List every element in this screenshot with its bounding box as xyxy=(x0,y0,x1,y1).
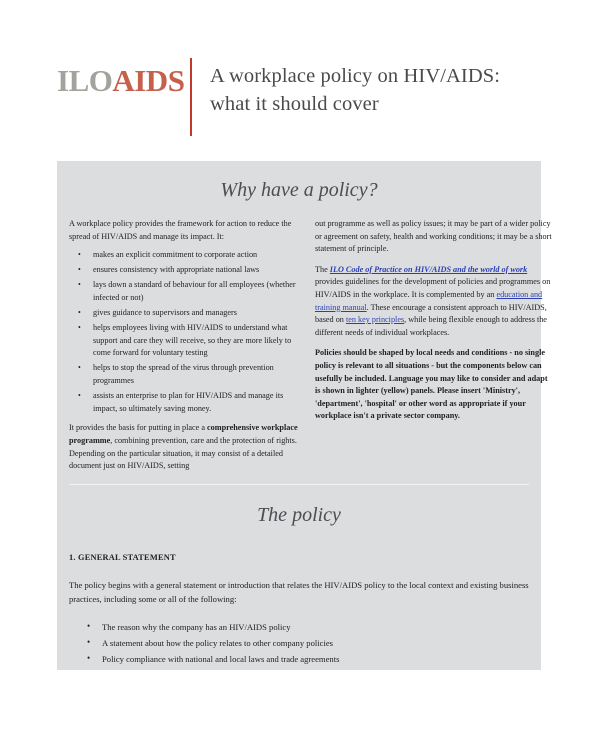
list-item: • ensures consistency with appropriate national laws xyxy=(78,264,307,277)
subheading-general-statement: 1. GENERAL STATEMENT xyxy=(69,552,176,562)
code-para-mid1: provides guidelines for the development of policies and programmes on HIV/AIDS in the workplace. It is complemented by an xyxy=(315,277,551,299)
page-title xyxy=(210,58,543,118)
left-closing-paragraph xyxy=(69,422,307,472)
iloaids-logo xyxy=(57,58,190,98)
code-para-lead: The xyxy=(315,264,330,274)
right-column xyxy=(315,218,553,481)
page-title-line2: what it should cover xyxy=(210,93,379,115)
link-education-and-training-manual[interactable]: education and training manual xyxy=(315,289,543,312)
logo-aids-text: AIDS xyxy=(112,63,185,98)
policy-intro-paragraph: The policy begins with a general statement or introduction that relates the HIV/AIDS policy to the local context and existing business practices, including some or all of the following: xyxy=(69,580,529,604)
list-item: • assists an enterprise to plan for HIV/AIDS and manage its impact, so ultimately saving money. xyxy=(78,390,307,415)
section-heading-why-have-a-policy: Why have a policy? xyxy=(220,179,378,201)
list-item: • Policy compliance with national and local laws and trade agreements xyxy=(87,653,529,666)
code-para-end: , while being flexible enough to address the different needs of individual workplaces. xyxy=(315,315,547,337)
logo-ilo-text: ILO xyxy=(57,63,113,98)
right-continuation-paragraph: out programme as well as policy issues; it may be part of a wider policy or agreement on safety, health and working conditions; it may be a short statement of principle. xyxy=(315,219,552,254)
content-panel xyxy=(57,161,552,670)
list-item: • A statement about how the policy relates to other company policies xyxy=(87,637,529,650)
link-ten-key-principles[interactable]: ten key principles xyxy=(345,315,405,325)
code-of-practice-paragraph xyxy=(315,264,553,340)
left-column xyxy=(69,218,307,481)
header-vertical-divider xyxy=(190,58,192,136)
two-column-layout xyxy=(57,202,552,481)
why-bullet-list xyxy=(69,249,307,415)
list-item: • helps to stop the spread of the virus through prevention programmes xyxy=(78,362,307,387)
comprehensive-workplace-programme-emphasis: comprehensive workplace programme xyxy=(69,423,298,445)
closing-text-part1: It provides the basis for putting in place a xyxy=(69,423,208,433)
code-para-mid2: . These encourage a consistent approach to HIV/AIDS, based on xyxy=(315,302,547,325)
list-item: • lays down a standard of behaviour for all employees (whether infected or not) xyxy=(78,279,307,304)
list-item: • The reason why the company has an HIV/AIDS policy xyxy=(87,621,529,634)
list-item: • gives guidance to supervisors and managers xyxy=(78,307,307,320)
page-title-line1: A workplace policy on HIV/AIDS: xyxy=(210,65,501,87)
policy-section-body xyxy=(57,551,541,666)
policy-shaping-note: Policies should be shaped by local needs and conditions - no single policy is relevant to all situations - but the components below can usefully be included. Language you may like to consider and adapt is shown in lighter (yellow) panels. Please insert 'Ministry', 'department', 'hospital' or other word as appropriate if your workplace isn't a private sector company. xyxy=(315,348,548,421)
closing-text-part2: , combining prevention, care and the protection of rights. Depending on the particular situation, it may consist of a detailed document just on HIV/AIDS, setting xyxy=(69,435,297,471)
policy-bullet-list xyxy=(69,621,529,666)
left-intro-paragraph: A workplace policy provides the framework for action to reduce the spread of HIV/AIDS and manage its impact. It: xyxy=(69,219,292,241)
list-item: • helps employees living with HIV/AIDS to understand what support and care they will receive, so they are more likely to come forward for voluntary testing xyxy=(78,322,307,360)
list-item: • makes an explicit commitment to corporate action xyxy=(78,249,307,262)
document-header xyxy=(57,58,543,138)
section-heading-the-policy: The policy xyxy=(257,503,341,526)
link-ilo-code-of-practice[interactable]: ILO Code of Practice on HIV/AIDS and the world of work xyxy=(329,264,528,274)
